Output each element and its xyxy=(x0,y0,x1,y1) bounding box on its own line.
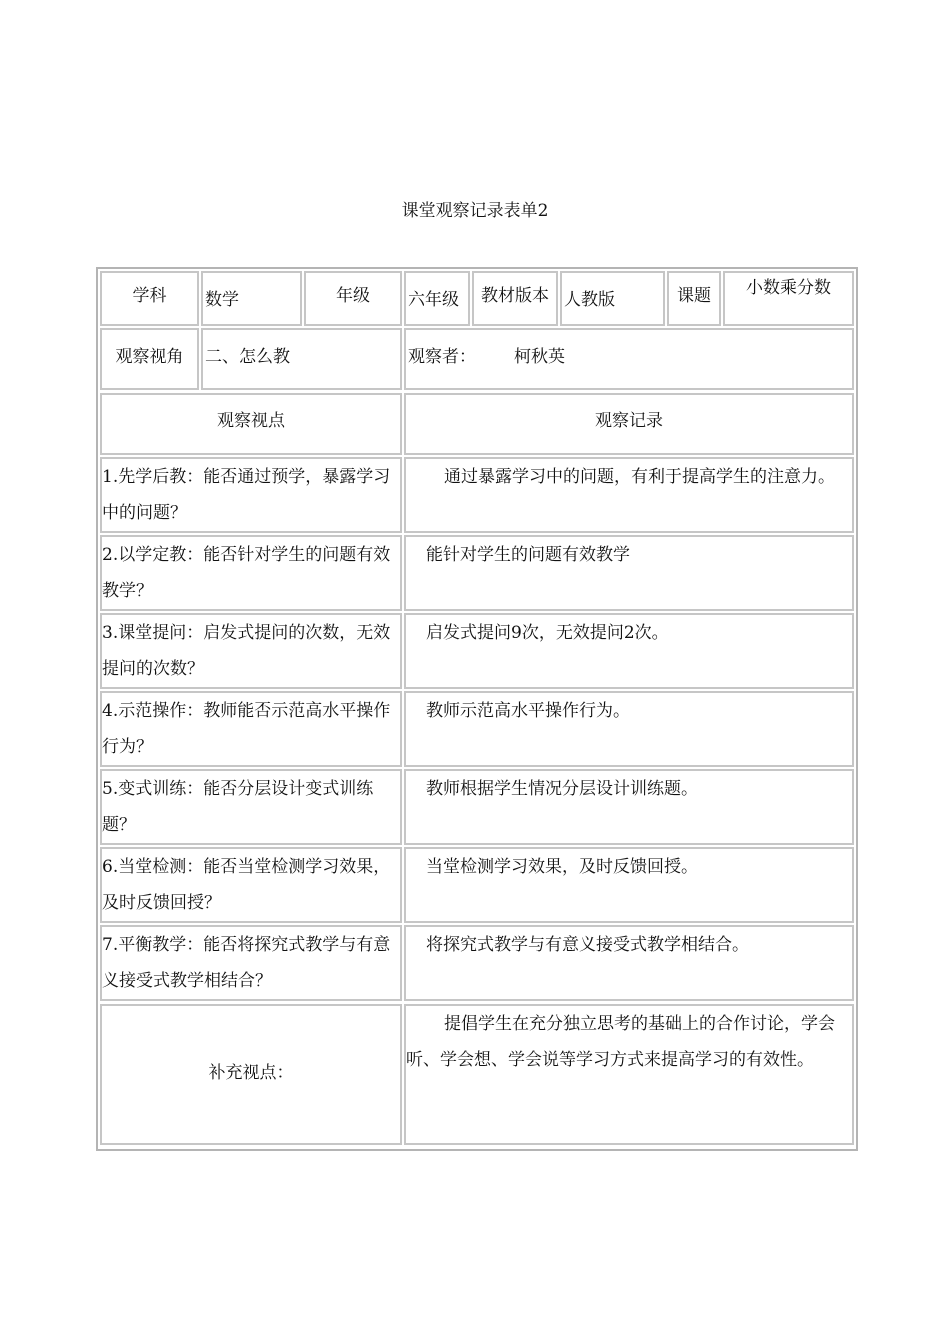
subject-label: 学科 xyxy=(100,271,199,326)
grade-value: 六年级 xyxy=(404,271,470,326)
supplement-record: 提倡学生在充分独立思考的基础上的合作讨论，学会听、学会想、学会说等学习方式来提高学习的有效性。 xyxy=(404,1004,854,1145)
topic-value: 小数乘分数 xyxy=(723,271,854,326)
observation-point: 6.当堂检测：能否当堂检测学习效果，及时反馈回授？ xyxy=(100,847,402,923)
edition-value: 人教版 xyxy=(560,271,665,326)
observation-record: 通过暴露学习中的问题，有利于提高学生的注意力。 xyxy=(404,457,854,533)
observation-point: 4.示范操作：教师能否示范高水平操作行为？ xyxy=(100,691,402,767)
observer-cell xyxy=(404,328,854,390)
observation-record: 教师根据学生情况分层设计训练题。 xyxy=(404,769,854,845)
observation-point: 3.课堂提问：启发式提问的次数，无效提问的次数？ xyxy=(100,613,402,689)
topic-label: 课题 xyxy=(667,271,721,326)
observer-name: 柯秋英 xyxy=(514,347,565,367)
perspective-value: 二、怎么教 xyxy=(201,328,402,390)
edition-label: 教材版本 xyxy=(472,271,558,326)
observation-point: 7.平衡教学：能否将探究式教学与有意义接受式教学相结合？ xyxy=(100,925,402,1001)
observer-label: 观察者： xyxy=(408,347,476,367)
column-header-records: 观察记录 xyxy=(404,393,854,455)
observation-point: 5.变式训练：能否分层设计变式训练题？ xyxy=(100,769,402,845)
subject-value: 数学 xyxy=(201,271,302,326)
supplement-label: 补充视点： xyxy=(100,1004,402,1145)
grade-label: 年级 xyxy=(304,271,402,326)
page-title: 课堂观察记录表单2 xyxy=(401,201,549,221)
observation-point: 1.先学后教：能否通过预学，暴露学习中的问题？ xyxy=(100,457,402,533)
observation-record: 启发式提问9次，无效提问2次。 xyxy=(404,613,854,689)
observation-record: 教师示范高水平操作行为。 xyxy=(404,691,854,767)
column-header-points: 观察视点 xyxy=(100,393,402,455)
observation-point: 2.以学定教：能否针对学生的问题有效教学？ xyxy=(100,535,402,611)
observation-record: 当堂检测学习效果，及时反馈回授。 xyxy=(404,847,854,923)
observation-record: 能针对学生的问题有效教学 xyxy=(404,535,854,611)
perspective-label: 观察视角 xyxy=(100,328,199,390)
observation-record: 将探究式教学与有意义接受式教学相结合。 xyxy=(404,925,854,1001)
